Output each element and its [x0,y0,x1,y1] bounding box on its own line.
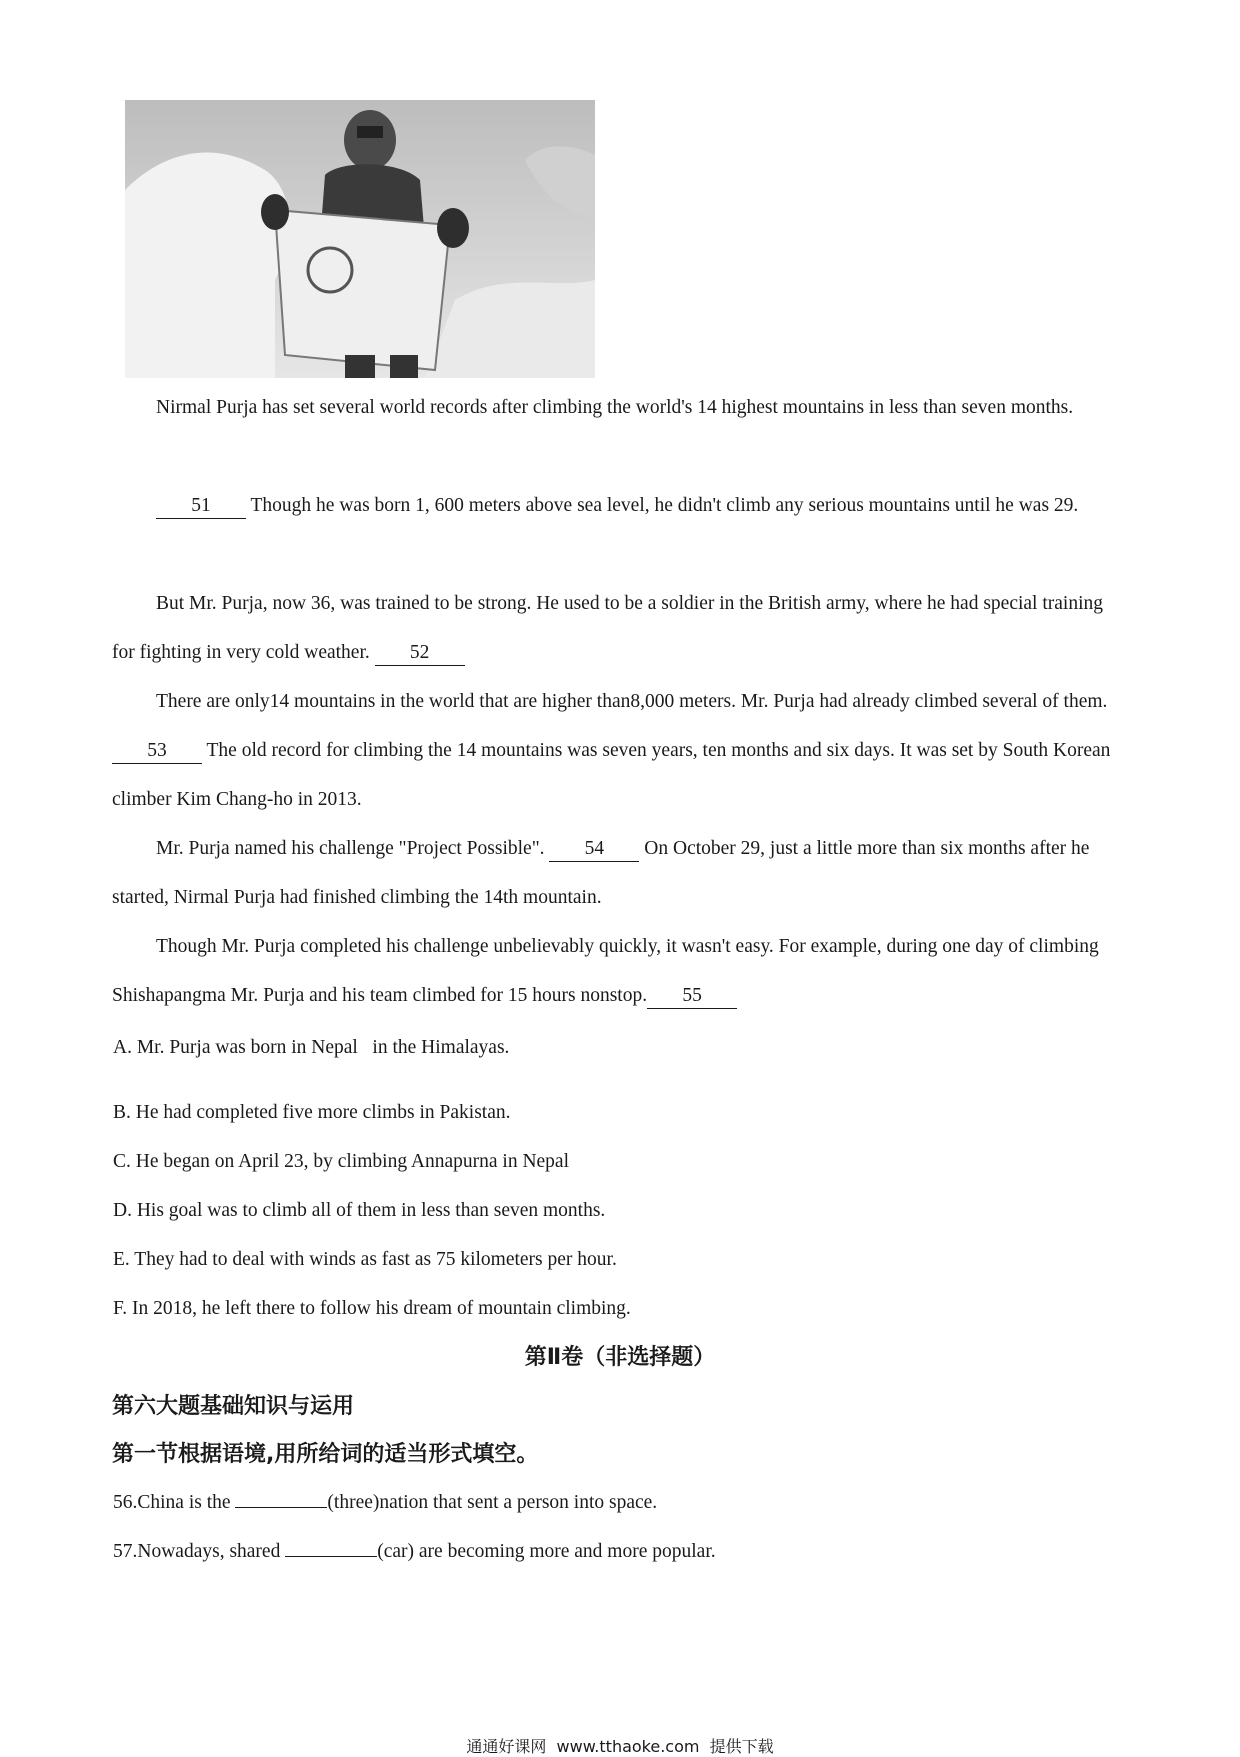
option-a: A. Mr. Purja was born in Nepal in the Himalayas. [113,1037,510,1058]
option-b: B. He had completed five more climbs in Pakistan. [113,1102,511,1123]
passage-paragraph-6 [112,922,1130,1020]
part-6-heading: 第六大题基础知识与运用 [112,1394,355,1419]
paragraph-3-text: But Mr. Purja, now 36, was trained to be strong. He used to be a soldier in the British army, where he had special training for fighting in very cold weather. [112,593,1103,663]
passage-paragraph-2 [112,481,1130,530]
question-57-after: (car) are becoming more and more popular. [377,1541,716,1562]
question-56 [113,1489,657,1516]
question-56-blank[interactable] [235,1489,327,1508]
paragraph-2-text: Though he was born 1, 600 meters above sea level, he didn't climb any serious mountains until he was 29. [246,495,1079,516]
blank-51: 51 [156,494,246,519]
question-56-after: (three)nation that sent a person into space. [327,1492,658,1513]
question-57-blank[interactable] [285,1538,377,1557]
blank-52: 52 [375,641,465,666]
question-56-before: 56.China is the [113,1492,236,1513]
question-57-before: 57.Nowadays, shared [113,1541,286,1562]
paragraph-1-text: Nirmal Purja has set several world records after climbing the world's 14 highest mountains in less than seven months. [156,397,1074,418]
paragraph-5-text-a: Mr. Purja named his challenge "Project Possible". [156,838,550,859]
climber-photo-drawing [125,100,595,378]
option-c: C. He began on April 23, by climbing Annapurna in Nepal [113,1151,570,1172]
passage-paragraph-3 [112,579,1130,677]
blank-53: 53 [112,739,202,764]
paragraph-5-text-b: On October 29, just a little more than six months after he started, Nirmal Purja had finished climbing the 14th mountain. [112,838,1090,908]
blank-54: 54 [549,837,639,862]
passage-paragraph-4 [112,677,1130,824]
page-footer: 通通好课网 www.tthaoke.com 提供下载 [466,1737,774,1756]
paragraph-6-text: Though Mr. Purja completed his challenge unbelievably quickly, it wasn't easy. For example, during one day of climbing Shishapangma Mr. Purja and his team climbed for 15 hours nonstop. [112,936,1099,1006]
section-1-heading: 第一节根据语境,用所给词的适当形式填空。 [112,1442,539,1467]
paragraph-4-text-b: The old record for climbing the 14 mountains was seven years, ten months and six days. It was set by South Korean climber Kim Chang-ho in 2013. [112,740,1111,810]
paragraph-4-text-a: There are only14 mountains in the world that are higher than8,000 meters. Mr. Purja had already climbed several of them. [156,691,1108,712]
option-e: E. They had to deal with winds as fast as 75 kilometers per hour. [113,1249,617,1270]
blank-55: 55 [647,984,737,1009]
climber-photo [125,100,595,378]
passage-paragraph-5 [112,824,1130,922]
section-title: 第Ⅱ卷（非选择题） [524,1345,716,1370]
option-f: F. In 2018, he left there to follow his dream of mountain climbing. [113,1298,631,1319]
option-d: D. His goal was to climb all of them in less than seven months. [113,1200,606,1221]
question-57 [113,1538,716,1565]
passage-paragraph-1 [112,383,1130,432]
